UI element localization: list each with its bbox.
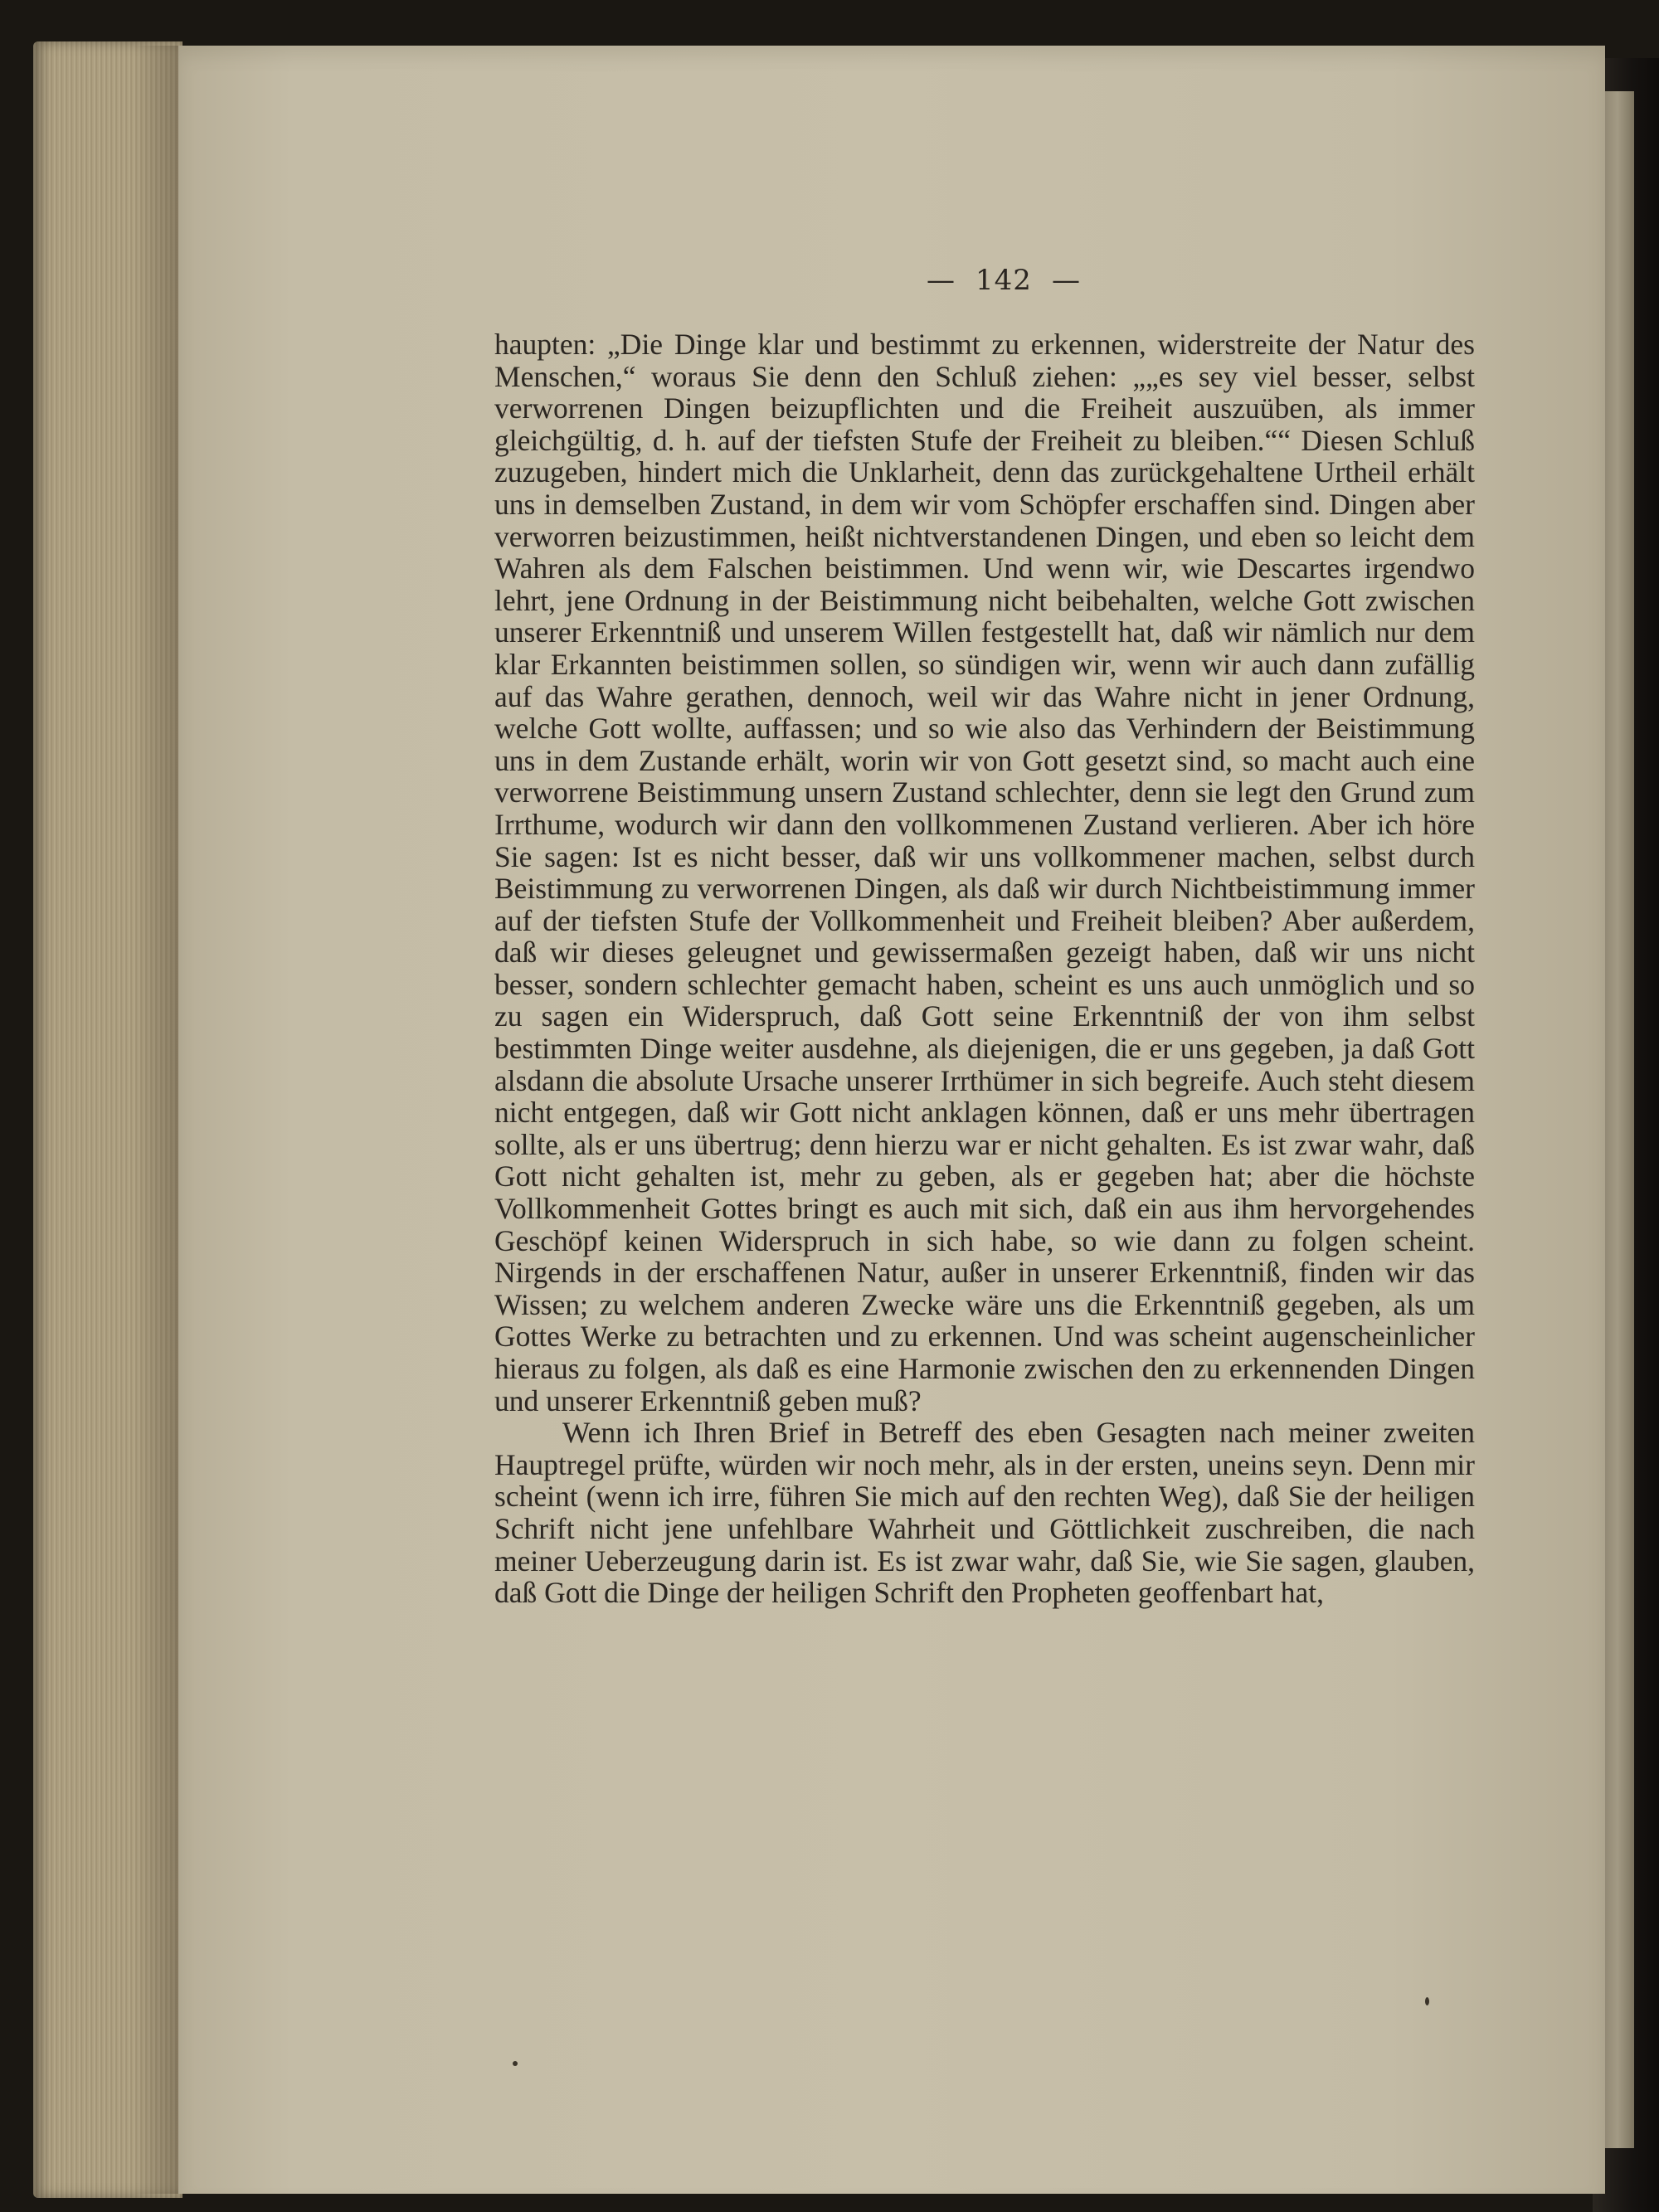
paragraph-2: Wenn ich Ihren Brief in Betreff des eben Gesagten nach meiner zweiten Hauptregel prüfte, würden wir noch mehr, als in der ersten, uneins seyn. Denn mir scheint (wenn ich irre, führen Sie mich auf den rechten Weg), daß Sie der heiligen Schrift nicht jene unfehlbare Wahrheit und Göttlichkeit zuschreiben, die nach meiner Ueberzeugung darin ist. Es ist zwar wahr, daß Sie, wie Sie sagen, glauben, daß Gott die Dinge der heiligen Schrift den Propheten geoffenbart hat, — [494, 1416, 1475, 1610]
header-dash-left: — — [927, 264, 956, 297]
paragraph-1: haupten: „Die Dinge klar und bestimmt zu erkennen, widerstreite der Natur des Menschen,“ woraus Sie denn den Schluß ziehen: „„es sey viel besser, selbst verworrenen Dingen beizupflichten und die Freiheit auszuüben, als immer gleichgültig, d. h. auf der tiefsten Stufe der Freiheit zu bleiben.““ Diesen Schluß zuzugeben, hindert mich die Unklarheit, denn das zurückgehaltene Urtheil erhält uns in demselben Zustand, in dem wir vom Schöpfer erschaffen sind. Dingen aber verworren beizustimmen, heißt nichtverstandenen Dingen, und eben so leicht dem Wahren als dem Falschen beistimmen. Und wenn wir, wie Descartes irgendwo lehrt, jene Ordnung in der Beistimmung nicht beibehalten, welche Gott zwischen unserer Erkenntniß und unserem Willen festgestellt hat, daß wir nämlich nur dem klar Erkannten beistimmen sollen, so sündigen wir, wenn wir auch dann zufällig auf das Wahre gerathen, dennoch, weil wir das Wahre nicht in jener Ordnung, welche Gott wollte, auffassen; und so wie also das Verhindern der Beistimmung uns in dem Zustande erhält, worin wir von Gott gesetzt sind, so macht auch eine verworrene Beistimmung unsern Zustand schlechter, denn sie legt den Grund zum Irrthume, wodurch wir dann den vollkommenen Zustand verlieren. Aber ich höre Sie sagen: Ist es nicht besser, daß wir uns vollkommener machen, selbst durch Beistimmung zu verworrenen Dingen, als daß wir durch Nichtbeistimmung immer auf der tiefsten Stufe der Vollkommenheit und Freiheit bleiben? Aber außerdem, daß wir dieses geleugnet und gewissermaßen gezeigt haben, daß wir uns nicht besser, sondern schlechter gemacht haben, scheint es uns auch unmöglich und so zu sagen ein Widerspruch, daß Gott seine Erkenntniß der von ihm selbst bestimmten Dinge weiter ausdehne, als diejenigen, die er uns gegeben, ja daß Gott alsdann die absolute Ursache unserer Irrthümer in sich begreife. Auch steht diesem nicht entgegen, daß wir Gott nicht anklagen können, daß er uns mehr übertragen sollte, als er uns übertrug; denn hierzu war er nicht gehalten. Es ist zwar wahr, daß Gott nicht gehalten ist, mehr zu geben, als er gegeben hat; aber die höchste Vollkommenheit Gottes bringt es auch mit sich, daß ein aus ihm hervorgehendes Geschöpf keinen Widerspruch in sich habe, so wie dann zu folgen scheint. Nirgends in der erschaffenen Natur, außer in unserer Erkenntniß, finden wir das Wissen; zu welchem anderen Zwecke wäre uns die Erkenntniß gegeben, als um Gottes Werke zu betrachten und zu erkennen. Und was scheint augenscheinlicher hieraus zu folgen, als daß es eine Harmonie zwischen den zu erkennenden Dingen und unserer Erkenntniß geben muß? — [494, 328, 1475, 1417]
page-number: 142 — [975, 264, 1032, 297]
paper-speck — [513, 2061, 518, 2066]
body-text — [494, 328, 1475, 1609]
paper-speck — [1425, 1997, 1429, 2005]
facing-page-edge — [1601, 91, 1634, 2148]
page-stack-shadow — [133, 46, 182, 2194]
page-number-header — [838, 264, 1170, 297]
header-dash-right: — — [1051, 264, 1081, 297]
